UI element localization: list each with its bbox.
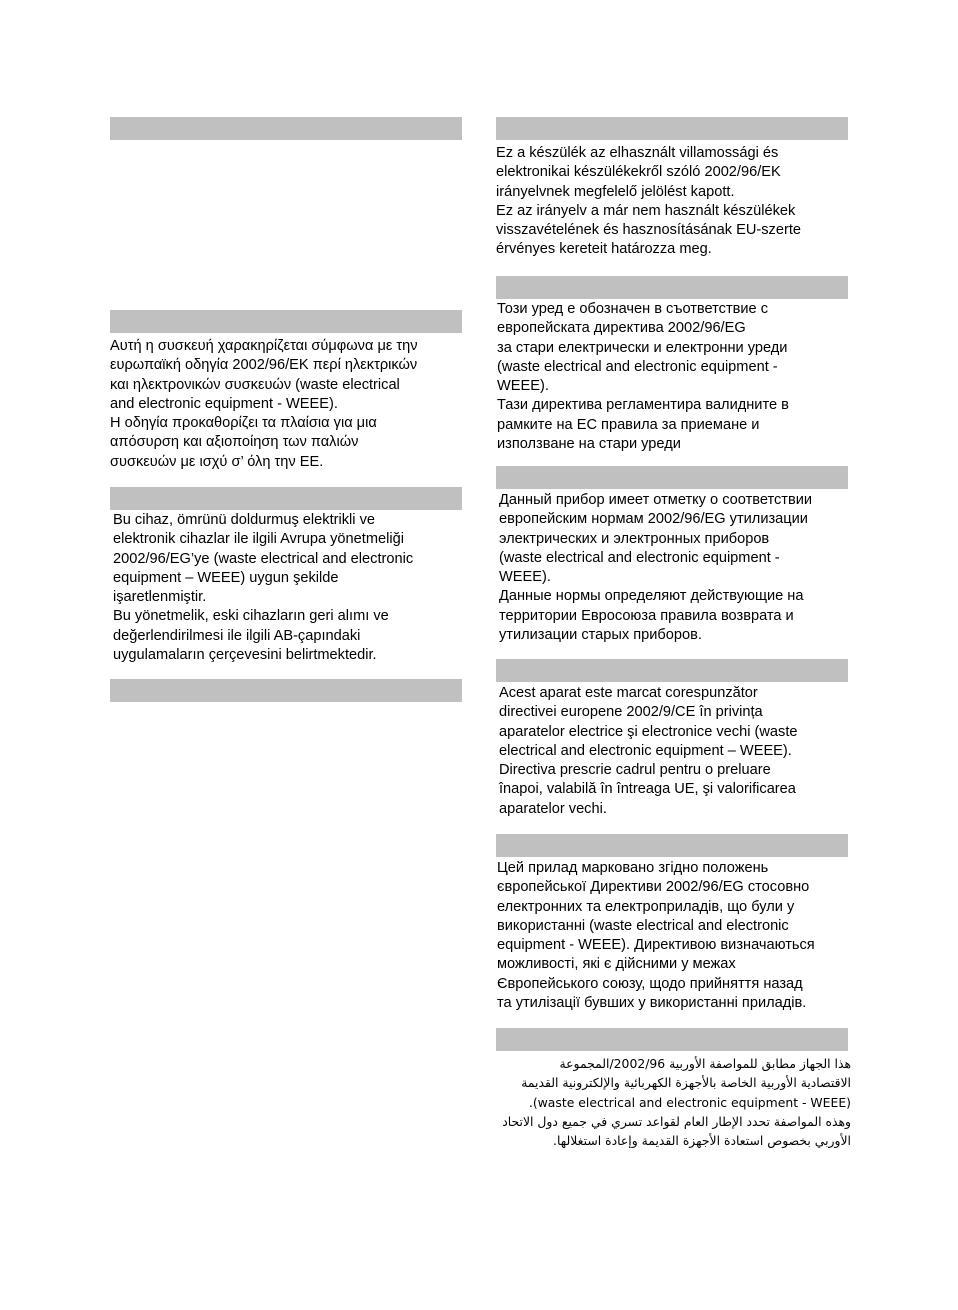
section-bar-russian [496,466,848,489]
ukrainian-text: Цей прилад марковано згідно положень європейської Директиви 2002/96/EG стосовно електронних та електроприладів, що були у використанні (waste electrical and electronic equipment - WEEE). Директивою визначаються можливості, які є дійсними у межах Європейського союзу, щодо прийняття назад та утилізації бувших у використанні приладів. [497,860,815,1012]
turkish-text: Bu cihaz, ömrünü doldurmuş elektrikli ve elektronik cihazlar ile ilgili Avrupa yönetmeliği 2002/96/EG’ye (waste electrical and electronic equipment – WEEE) uygun şekilde işaretlenmiştir. Bu yönetmelik, eski cihazların geri alımı ve değerlendirilmesi ile ilgili AB-çapındaki uygulamaların çerçevesini belirtmektedir. [113,512,414,664]
section-bar-left-1 [110,117,462,140]
section-bar-greek [110,310,462,333]
greek-text: Αυτή η συσκευή χαρακηρίζεται σύμφωνα με την ευρωπαϊκή οδηγία 2002/96/ΕΚ περί ηλεκτρικών και ηλεκτρονικών συσκευών (waste electrical and electronic equipment - WEEE). Η οδηγία προκαθορίζει τα πλαίσια για μια απόσυρση και αξιοποίηση των παλιών συσκευών με ισχύ σ’ όλη την ΕΕ. [110,338,418,470]
russian-text: Данный прибор имеет отметку о соответствии европейским нормам 2002/96/EG утилизации электрических и электронных приборов (waste electrical and electronic equipment - WEEE). Данные нормы определяют действующие на территории Евросоюза правила возврата и утилизации старых приборов. [499,492,813,644]
hungarian-text: Ez a készülék az elhasznált villamossági és elektronikai készülékekről szóló 2002/96/EK irányelvnek megfelelő jelölést kapott. Ez az irányelv a már nem használt készülékek visszavételének és hasznosításának EU-szerte érvényes kereteit határozza meg. [496,145,801,258]
bulgarian-text: Този уред е обозначен в съответствие с европейската директива 2002/96/EG за стари електрически и електронни уреди (waste electrical and electronic equipment - WEEE). Тази директива регламентира валидните в рамките на ЕС правила за приемане и използване на стари уреди [497,301,789,453]
section-bar-hungarian [496,117,848,140]
section-bar-romanian [496,659,848,682]
romanian-text: Acest aparat este marcat corespunzător directivei europene 2002/9/CE în privința aparatelor electrice şi electronice vechi (waste electrical and electronic equipment – WEEE). Directiva prescrie cadrul pentru o preluare înapoi, valabilă în întreaga UE, şi valorificarea aparatelor vechi. [499,685,798,817]
section-bar-left-4 [110,679,462,702]
section-bar-turkish [110,487,462,510]
section-bar-arabic [496,1028,848,1051]
section-bar-ukrainian [496,834,848,857]
arabic-text: هذا الجهاز مطابق للمواصفة الأوربية 2002/96/المجموعة الاقتصادية الأوربية الخاصة بالأجهزة الكهربائية والإلكترونية القديمة (waste electrical and electronic equipment - WEEE). وهذه المواصفة تحدد الإطار العام لقواعد تسري في جميع دول الاتحاد الأوربي بخصوص استعادة الأجهزة القديمة وإعادة استغلالها. [502,1056,851,1149]
section-bar-bulgarian [496,276,848,299]
